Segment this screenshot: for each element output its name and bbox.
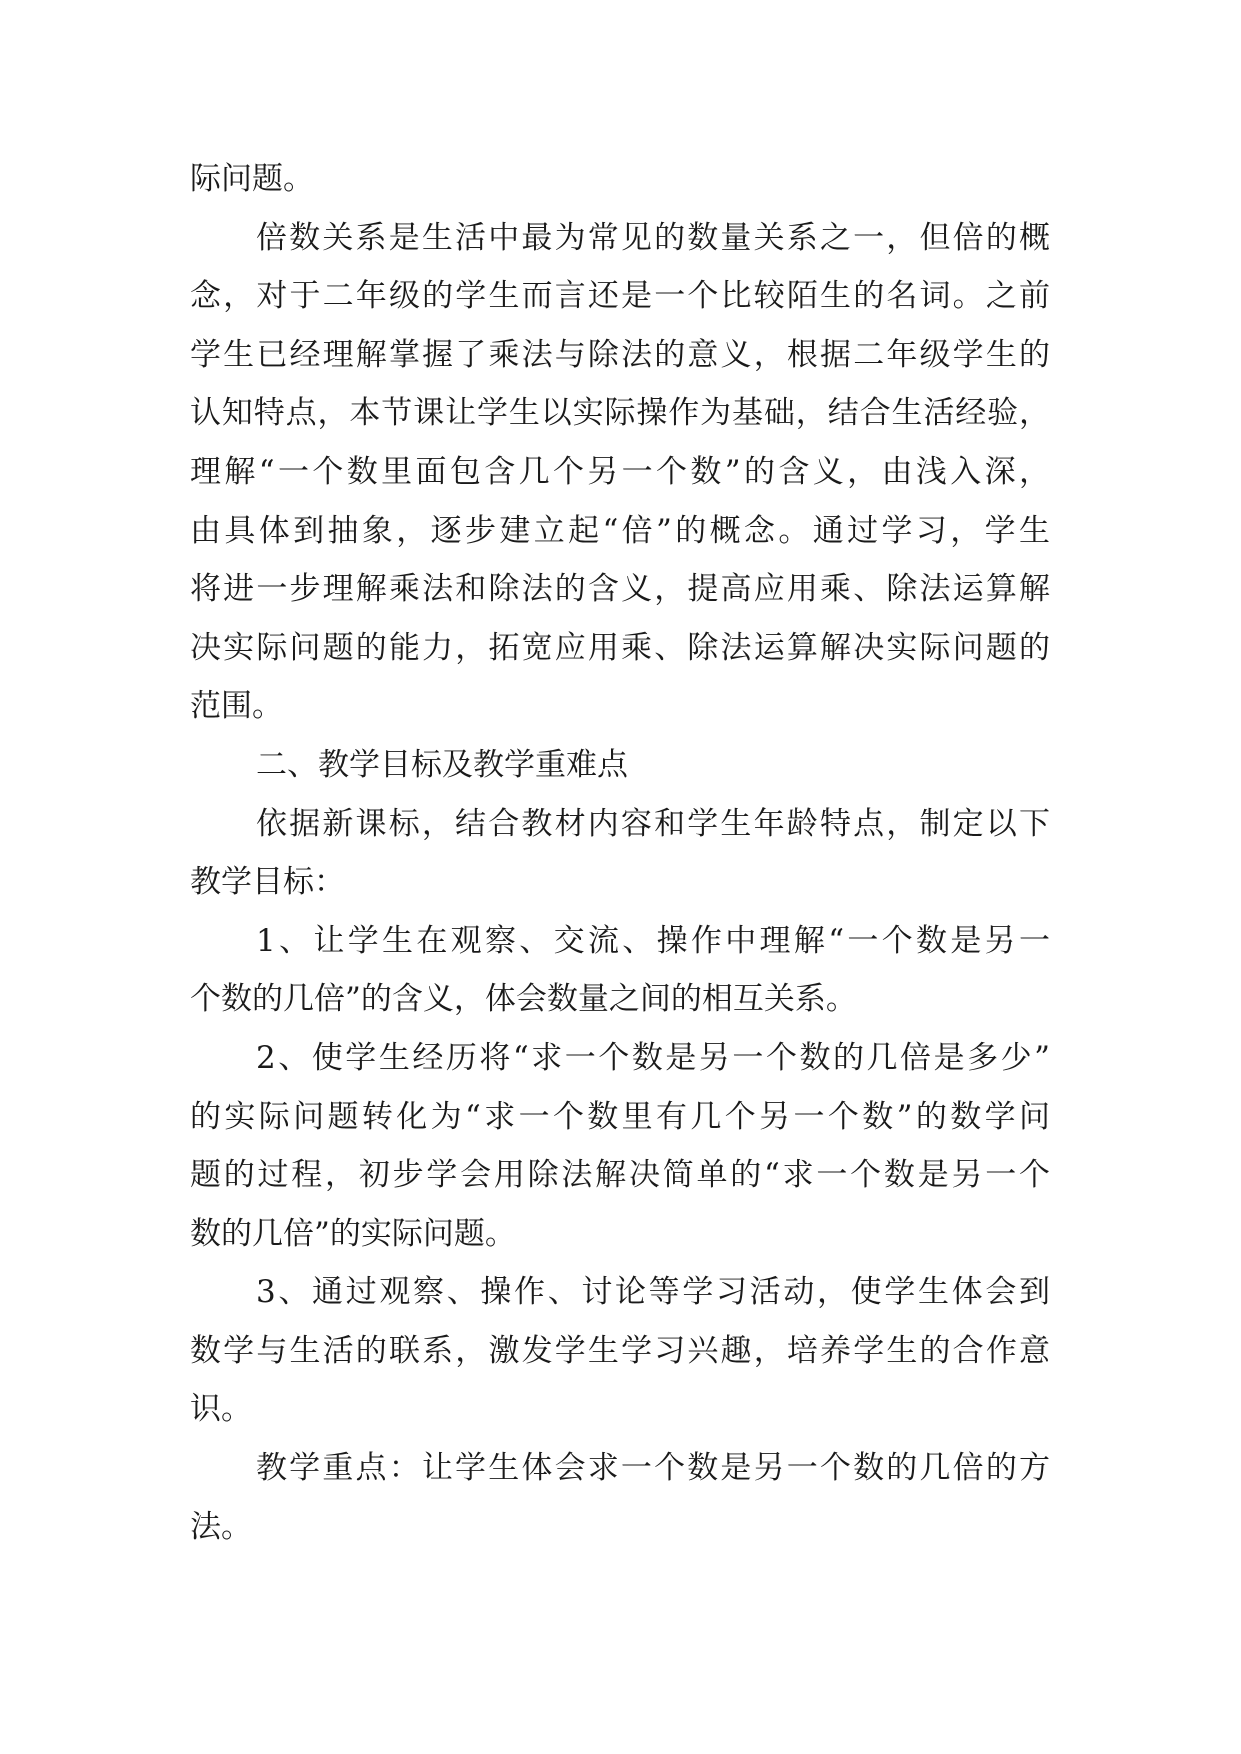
text-line: 倍数关系是生活中最为常见的数量关系之一，但倍的概 (256, 219, 1050, 256)
text-line: 2、使学生经历将“求一个数是另一个数的几倍是多少” (256, 1039, 1050, 1076)
text-line: 由具体到抽象，逐步建立起“倍”的概念。通过学习，学生 (190, 512, 1050, 549)
text-line: 数的几倍”的实际问题。 (190, 1215, 516, 1252)
text-line: 际问题。 (190, 161, 314, 197)
text-line: 的实际问题转化为“求一个数里有几个另一个数”的数学问 (190, 1098, 1050, 1135)
text-line: 法。 (190, 1508, 252, 1545)
text-line: 个数的几倍”的含义，体会数量之间的相互关系。 (190, 981, 857, 1018)
text-line: 3、通过观察、操作、讨论等学习活动，使学生体会到 (256, 1274, 1050, 1311)
document-page (190, 150, 1050, 1556)
text-line: 学生已经理解掌握了乘法与除法的意义，根据二年级学生的 (190, 336, 1050, 373)
text-line: 数学与生活的联系，激发学生学习兴趣，培养学生的合作意 (190, 1332, 1050, 1369)
text-line: 将进一步理解乘法和除法的含义，提高应用乘、除法运算解 (190, 571, 1050, 608)
text-line: 认知特点，本节课让学生以实际操作为基础，结合生活经验， (190, 395, 1050, 432)
text-line: 1、让学生在观察、交流、操作中理解“一个数是另一 (256, 922, 1050, 959)
text-line: 依据新课标，结合教材内容和学生年龄特点，制定以下 (256, 805, 1050, 842)
text-line: 二、教学目标及教学重难点 (256, 746, 628, 783)
document-body (190, 150, 1050, 1556)
text-line: 决实际问题的能力，拓宽应用乘、除法运算解决实际问题的 (190, 629, 1050, 666)
text-line: 题的过程，初步学会用除法解决简单的“求一个数是另一个 (190, 1157, 1050, 1194)
text-line: 范围。 (190, 688, 283, 725)
text-line: 念，对于二年级的学生而言还是一个比较陌生的名词。之前 (190, 278, 1050, 315)
text-line: 识。 (190, 1391, 252, 1428)
text-line: 教学重点：让学生体会求一个数是另一个数的几倍的方 (256, 1450, 1050, 1487)
text-line: 教学目标： (190, 864, 345, 901)
text-line: 理解“一个数里面包含几个另一个数”的含义，由浅入深， (190, 453, 1050, 490)
